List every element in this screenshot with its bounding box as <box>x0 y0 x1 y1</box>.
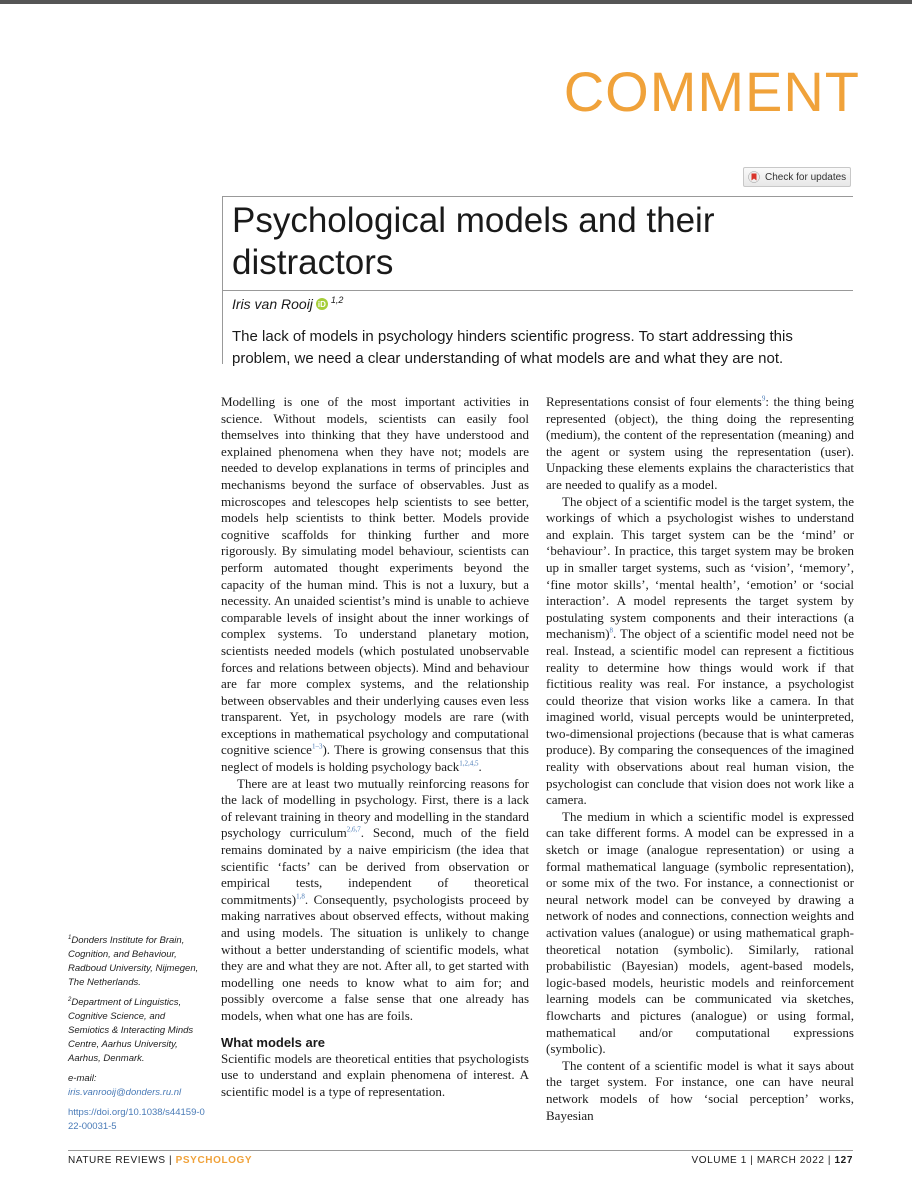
body-paragraph: Representations consist of four elements$^9$: the thing being represented (object), the thing doing the representing (medium), the content of the representation (meaning) and the agent or system using the representation (user). Unpacking these elements explains the characteristics that are needed to qualify as a model. <box>546 394 854 492</box>
body-paragraph: The object of a scientific model is the target system, the workings of which a psychologist wishes to understand and explain. This target system can be the ‘mind’ or ‘behaviour’. In practice, this target system may be broken up in smaller target systems, such as ‘vision’, ‘memory’, ‘fine motor skills’, ‘mental health’, ‘emotion’ or ‘social interaction’. A model represents the target system by postulating system components and their interactions (a mechanism)$^8$. The object of a scientific model need not be real. Instead, a scientific model can represent a fictitious reality to determine how things would work if that fictitious reality was real. For instance, a psychologist could theorize that vision works like a camera. In that imagined world, visual percepts would be uninterpreted, two-dimensional projections (because that is what cameras produce). By comparing the consequences of the imagined reality with observations about real human vision, the psychologist can conclude that vision does not work like a camera. <box>546 493 854 808</box>
footer-rule <box>68 1150 853 1151</box>
body-paragraph: There are at least two mutually reinforcing reasons for the lack of modelling in psychology. First, there is a lack of relevant training in theory and modelling in the standard psychology curriculum$^{2,6,7}$. Second, much of the field remains dominated by a naive empiricism (the idea that scientific ‘facts’ can be derived from observation or empirical tests, independent of theoretical commitments)$^{1,8}$. Consequently, psychologists proceed by making narratives about observed effects, without making and using models. The situation is unlikely to change without a better understanding of scientific models, what they are and what they are not. After all, to get started with modelling one needs to know what to aim for; and possibly overcome a false sense that one already has models, when what one has are foils. <box>221 775 529 1023</box>
journal-section: PSYCHOLOGY <box>175 1155 253 1166</box>
doi-link[interactable]: https://doi.org/10.1038/s44159-022-00031-5 <box>68 1107 205 1132</box>
title-vertical-rule <box>222 196 223 364</box>
author-name[interactable]: Iris van Rooij <box>232 296 313 312</box>
affiliation-2: $^2$Department of Linguistics, Cognitive Science, and Semiotics & Interacting Minds Centre, Aarhus University, Aarhus, Denmark. <box>68 996 194 1064</box>
body-paragraph: The content of a scientific model is what it says about the target system. For instance, one can have neural network models of how ‘social perception’ works, Bayesian <box>546 1057 854 1123</box>
article-title: Psychological models and their distractors <box>232 201 715 282</box>
body-paragraph: The medium in which a scientific model is expressed can take different forms. A model can be expressed in a sketch or image (analogue representation) or using a formal mathematical language (symbolic representation), or some mix of the two. For instance, a connectionist or neural network model can be conveyed by drawing a network of nodes and connections, connection weights and activation values (analogue) or using mathematical graph-theoretical notation (symbolic). Similarly, rational probabilistic (Bayesian) models, agent-based models, logic-based models, heuristic models and reinforcement learning models can be communicated via sketches, flowcharts and pictures (analogue) or using formal, mathematical and/or computational expressions (symbolic). <box>546 808 854 1057</box>
email-line: e-mail: iris.vanrooij@donders.ru.nl <box>68 1073 182 1098</box>
author-rule <box>222 290 853 291</box>
left-column <box>221 394 529 1100</box>
check-for-updates-button[interactable] <box>743 167 851 187</box>
footer-journal: NATURE REVIEWS | PSYCHOLOGY <box>68 1155 253 1166</box>
section-label: COMMENT <box>563 60 860 123</box>
reference-link[interactable]: 1,8 <box>296 892 305 901</box>
right-column <box>546 394 854 1124</box>
journal-name: NATURE REVIEWS <box>68 1155 166 1166</box>
reference-link[interactable]: 9 <box>761 394 766 403</box>
reference-link[interactable]: 2,6,7 <box>346 826 361 835</box>
reference-link[interactable]: 1,2,4,5 <box>459 759 479 768</box>
section-heading: What models are <box>221 1034 326 1050</box>
title-rule <box>222 196 853 197</box>
affiliation-1: $^1$Donders Institute for Brain, Cognition, and Behaviour, Radboud University, Nijmegen, The Netherlands. <box>68 934 199 988</box>
orcid-icon[interactable]: iD <box>317 299 326 309</box>
footer-issue: VOLUME 1 | MARCH 2022 | 127 <box>691 1155 853 1166</box>
standfirst: The lack of models in psychology hinders scientific progress. To start addressing this problem, we need a clear understanding of what models are and what they are not. <box>232 328 793 367</box>
body-paragraph: Modelling is one of the most important activities in science. Without models, scientists can easily fool themselves into thinking that they have understood and explained phenomena when they have not; models are needed to develop explanations in terms of principles and mechanisms beyond the surface of observables. Just as microscopes and telescopes help scientists to see better, models help scientists to think better. Models provide cognitive scaffolds for thinking further and more rigorously. By simulating model behaviour, scientists can perform automated thought experiments beyond the capacity of the human mind. This is not a luxury, but a necessity. An unaided scientist’s mind is unable to achieve comparable levels of insight about the inner workings of complex systems. To understand planetary motion, scientists needed models (which postulated unobservable forces and relations between objects). Mind and behaviour are far more complex systems, and the relationship between observables and their underlying causes even less transparent. Yet, in psychology models are rare (with exceptions in mathematical psychology and computational cognitive science$^{1-3}$). There is growing consensus that this neglect of models is holding psychology back$^{1,2,4,5}$. <box>221 394 529 775</box>
reference-link[interactable]: 8 <box>609 626 614 635</box>
body-paragraph: Scientific models are theoretical entities that psychologists use to understand and explain phenomena of interest. A scientific model is a type of representation. <box>221 1050 529 1099</box>
author-affiliation-marks: 1,2 <box>330 295 344 305</box>
doi-line <box>68 1106 208 1134</box>
issue-date: MARCH 2022 <box>756 1155 825 1166</box>
page-number: 127 <box>834 1155 853 1166</box>
crossmark-icon <box>748 171 760 183</box>
author-line <box>232 296 343 312</box>
reference-link[interactable]: 1–3 <box>311 743 323 752</box>
affiliations <box>68 934 208 1140</box>
volume: VOLUME 1 <box>691 1155 747 1166</box>
check-for-updates-label: Check for updates <box>765 171 847 183</box>
top-border <box>0 0 912 4</box>
email-link[interactable]: iris.vanrooij@donders.ru.nl <box>68 1087 182 1098</box>
